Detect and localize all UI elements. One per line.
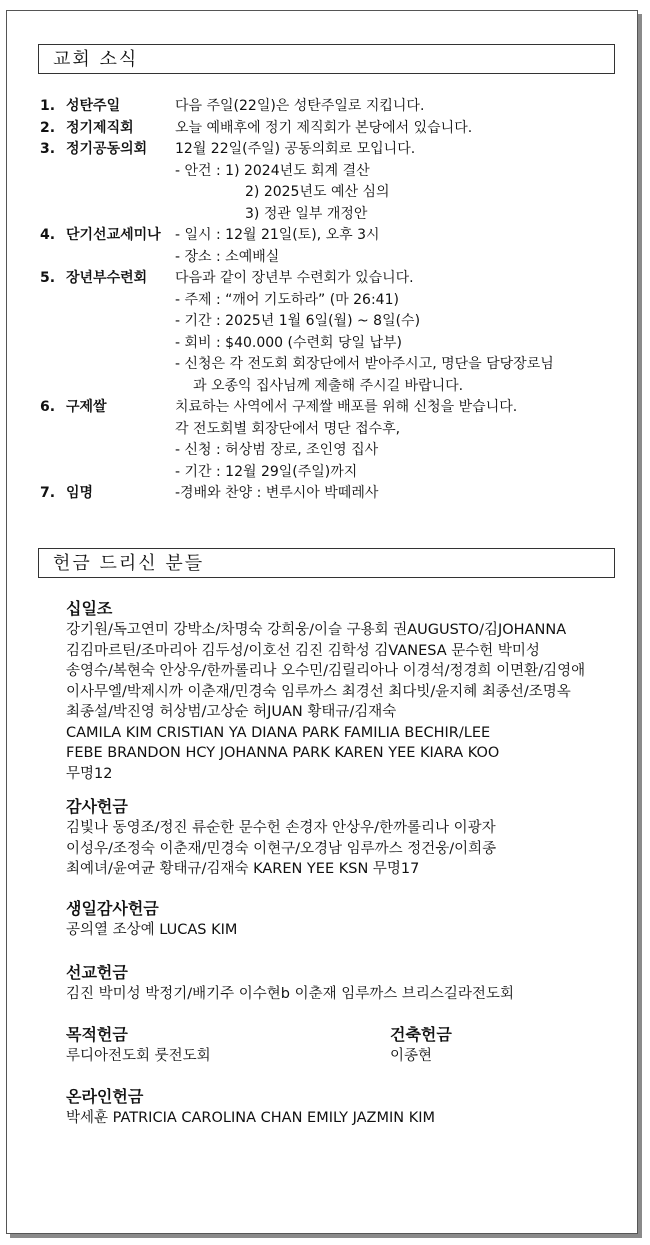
- news-row: [38, 204, 628, 226]
- news-body: 오늘 예배후에 정기 제직회가 본당에서 있습니다.: [175, 119, 473, 136]
- tithe-names-line: 최종설/박진영 허상범/고상순 허JUAN 황태규/김재숙: [66, 704, 397, 720]
- news-body: 12월 22일(주일) 공동의회로 모입니다.: [175, 141, 416, 157]
- news-body: - 주제 : “깨어 기도하라” (마 26:41): [175, 291, 399, 308]
- news-row: [38, 290, 628, 312]
- news-row: [38, 462, 628, 484]
- news-row: [38, 376, 628, 398]
- news-number: 6.: [40, 399, 56, 415]
- news-row: [38, 161, 628, 183]
- news-number: 2.: [40, 119, 56, 136]
- tithe-names-line: 강기원/독고연미 강박소/차명숙 강희웅/이슬 구용회 권AUGUSTO/김JOHANNA: [66, 622, 567, 638]
- building-names-line: 이종현: [390, 1048, 433, 1064]
- news-title: 성탄주일: [66, 98, 121, 114]
- tithe-block: [66, 598, 585, 784]
- news-body: - 신청 : 허상범 장로, 조인영 집사: [175, 442, 379, 458]
- online-title: 온라인헌금: [66, 1087, 144, 1106]
- news-row: [38, 419, 628, 441]
- news-body: 과 오종익 집사님께 제출해 주시길 바랍니다.: [193, 377, 464, 394]
- mission-title: 선교헌금: [66, 963, 128, 982]
- news-body: 3) 정관 일부 개정안: [245, 205, 368, 222]
- tithe-names-line: 송영수/복현숙 안상우/한까롤리나 오수민/김릴리아나 이경석/정경희 이면환/김영애: [66, 663, 586, 679]
- tithe-names-line: FEBE BRANDON HCY JOHANNA PARK KAREN YEE KIARA KOO: [66, 745, 500, 761]
- news-row: [38, 182, 628, 204]
- online-block: [66, 1086, 435, 1129]
- purpose-names-line: 루디아전도회 룻전도회: [66, 1048, 211, 1064]
- news-row: [38, 225, 628, 247]
- news-body: 치료하는 사역에서 구제쌀 배포를 위해 신청을 받습니다.: [175, 399, 518, 415]
- thanks-block: [66, 796, 496, 880]
- news-body: 2) 2025년도 예산 심의: [245, 184, 390, 200]
- news-row: [38, 440, 628, 462]
- tithe-names-line: 김김마르틴/조마리아 김두성/이호선 김진 김학성 김VANESA 문수헌 박미성: [66, 642, 540, 659]
- news-number: 7.: [40, 485, 56, 501]
- news-row: [38, 397, 628, 419]
- news-row: [38, 483, 628, 505]
- tithe-names-line: CAMILA KIM CRISTIAN YA DIANA PARK FAMILIA BECHIR/LEE: [66, 724, 491, 741]
- news-row: [38, 333, 628, 355]
- news-title: 정기제직회: [66, 119, 134, 136]
- news-title: 단기선교세미나: [66, 227, 161, 243]
- news-row: [38, 268, 628, 290]
- mission-names-line: 김진 박미성 박정기/배기주 이수현b 이춘재 임루까스 브리스길라전도회: [66, 986, 514, 1002]
- news-row: [38, 311, 628, 333]
- news-title: 구제쌀: [66, 399, 107, 415]
- news-number: 3.: [40, 141, 56, 157]
- news-number: 1.: [40, 98, 56, 114]
- thanks-names-line: 이성우/조정숙 이춘재/민경숙 이현구/오경남 임루까스 정건웅/이희종: [66, 840, 497, 857]
- purpose-title: 목적헌금: [66, 1025, 128, 1044]
- news-number: 4.: [40, 227, 56, 243]
- building-title: 건축헌금: [390, 1025, 452, 1044]
- online-names-line: 박세훈 PATRICIA CAROLINA CHAN EMILY JAZMIN KIM: [66, 1110, 436, 1126]
- thanks-names-line: 최예녀/윤여균 황태규/김재숙 KAREN YEE KSN 무명17: [66, 861, 420, 877]
- news-body: 다음 주일(22일)은 성탄주일로 지킵니다.: [175, 98, 425, 114]
- tithe-names-line: 무명12: [66, 765, 113, 782]
- news-row: [38, 354, 628, 376]
- news-row: [38, 139, 628, 161]
- news-body: 다음과 같이 장년부 수련회가 있습니다.: [175, 270, 414, 286]
- news-title: 임명: [66, 485, 94, 501]
- news-title: 장년부수련회: [66, 270, 148, 286]
- building-block: [390, 1024, 452, 1067]
- purpose-block: [66, 1024, 211, 1067]
- news-number: 5.: [40, 270, 56, 286]
- church-news-list: [38, 96, 628, 505]
- news-body: - 일시 : 12월 21일(토), 오후 3시: [175, 227, 380, 243]
- tithe-names-line: 이사무엘/박제시까 이춘재/민경숙 임루까스 최경선 최다빗/윤지혜 최종선/조명옥: [66, 683, 571, 700]
- news-body: 각 전도회별 회장단에서 명단 접수후,: [175, 420, 401, 437]
- news-body: - 신청은 각 전도회 회장단에서 받아주시고, 명단을 담당장로님: [175, 356, 554, 372]
- offerings-header: 헌금 드리신 분들: [38, 548, 615, 578]
- news-row: [38, 247, 628, 269]
- news-body: - 기간 : 12월 29일(주일)까지: [175, 463, 358, 480]
- news-body: - 장소 : 소예배실: [175, 248, 280, 265]
- church-news-header: 교회 소식: [38, 44, 615, 74]
- news-body: - 안건 : 1) 2024년도 회계 결산: [175, 162, 370, 179]
- birthday-title: 생일감사헌금: [66, 899, 159, 918]
- thanks-names-line: 김빛나 동영조/정진 류순한 문수헌 손경자 안상우/한까롤리나 이광자: [66, 820, 496, 836]
- news-body: - 회비 : $40.000 (수련회 당일 납부): [175, 334, 403, 351]
- tithe-title: 십일조: [66, 599, 113, 618]
- news-row: [38, 96, 628, 118]
- news-body: -경배와 찬양 : 변루시아 박떼레사: [175, 485, 379, 501]
- thanks-title: 감사헌금: [66, 797, 128, 816]
- news-title: 정기공동의회: [66, 141, 148, 157]
- mission-block: [66, 962, 514, 1005]
- birthday-block: [66, 898, 237, 941]
- news-body: - 기간 : 2025년 1월 6일(월) ~ 8일(수): [175, 313, 421, 329]
- birthday-names-line: 공의열 조상예 LUCAS KIM: [66, 922, 238, 938]
- news-row: [38, 118, 628, 140]
